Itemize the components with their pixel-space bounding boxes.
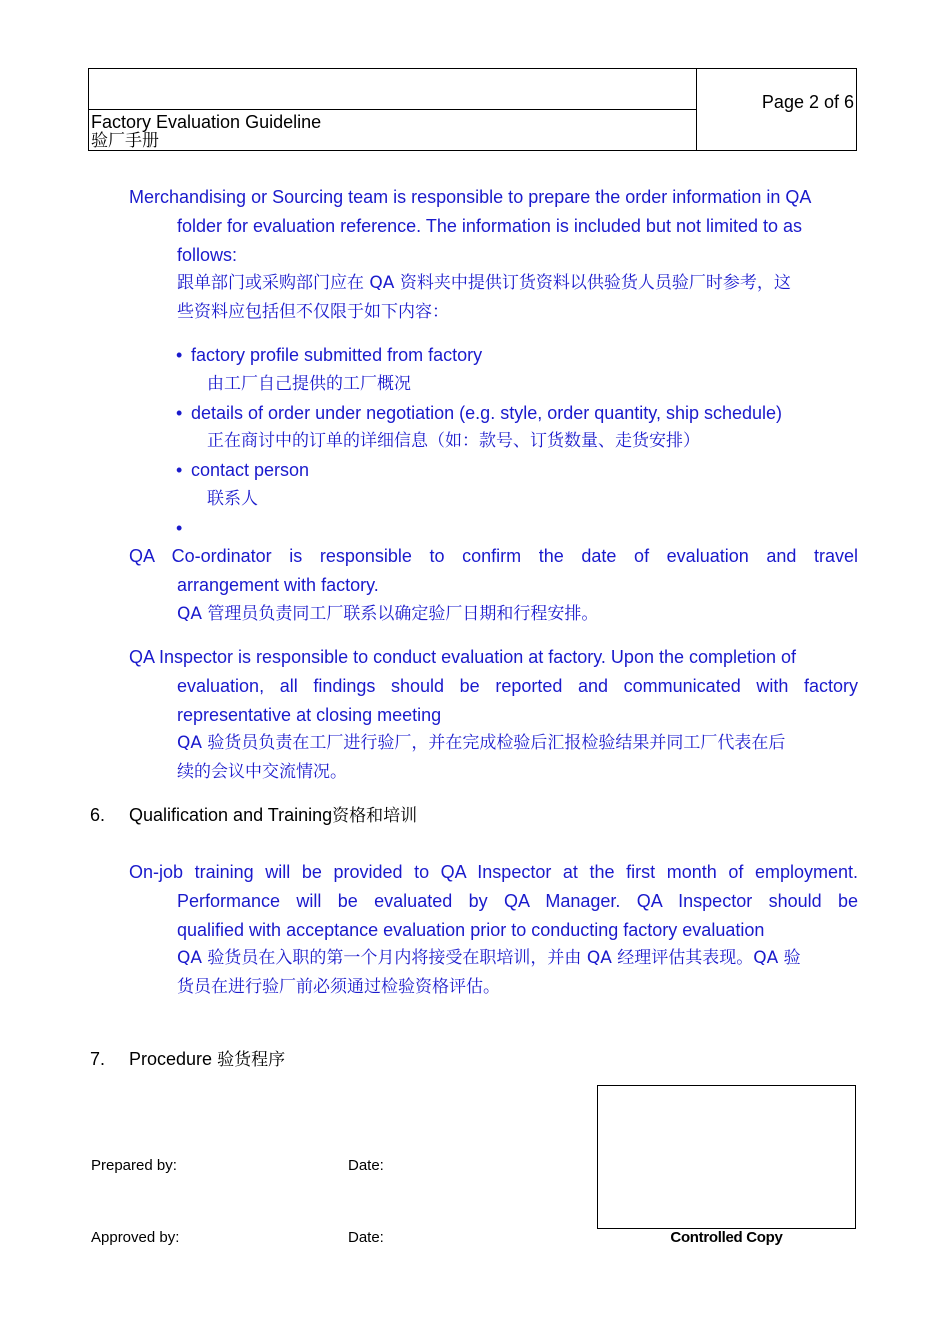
text-line-zh: 跟单部门或采购部门应在 QA 资料夹中提供订货资料以供验货人员验厂时参考，这	[177, 273, 791, 294]
merch-paragraph	[129, 183, 858, 327]
text-line-zh: 些资料应包括但不仅限于如下内容：	[177, 302, 449, 323]
approved-by-label: Approved by:	[91, 1229, 180, 1246]
text-line: qualified with acceptance evaluation prior to conducting factory evaluation	[177, 919, 765, 940]
section-6-heading	[90, 803, 417, 828]
header-box	[88, 68, 857, 151]
text-line: arrangement with factory.	[177, 574, 379, 595]
text-line: Merchandising or Sourcing team is responsible to prepare the order information in QA	[129, 187, 812, 207]
text-line: representative at closing meeting	[177, 704, 442, 725]
order-info-list	[176, 341, 856, 543]
text-line: Performance will be evaluated by QA Manager. QA Inspector should be	[177, 890, 858, 911]
bullet-icon: •	[176, 345, 183, 365]
text-line: evaluation, all findings should be reported and communicated with factory	[177, 675, 858, 696]
bullet-text: contact person	[191, 460, 310, 481]
text-line-zh: QA 验货员负责在工厂进行验厂，并在完成检验后汇报检验结果并同工厂代表在后	[177, 733, 786, 754]
bullet-icon: •	[176, 402, 183, 423]
text-line: folder for evaluation reference. The information is included but not limited to as	[177, 215, 803, 236]
bullet-icon: •	[176, 460, 183, 481]
list-item	[176, 399, 856, 457]
text-line: follows:	[177, 244, 238, 265]
section-title: Procedure	[129, 1049, 213, 1069]
bullet-text: factory profile submitted from factory	[191, 345, 483, 365]
section-title: Qualification and Training	[129, 805, 333, 825]
text-line-zh: 货员在进行验厂前必须通过检验资格评估。	[177, 977, 500, 998]
prepared-by-label: Prepared by:	[91, 1157, 177, 1174]
section-number: 6.	[90, 805, 106, 825]
list-item	[176, 341, 856, 399]
prepared-date-label: Date:	[348, 1157, 384, 1174]
page-number: Page 2 of 6	[761, 92, 854, 112]
text-line-zh: QA 管理员负责同工厂联系以确定验厂日期和行程安排。	[177, 603, 599, 624]
approved-date-label: Date:	[348, 1229, 384, 1246]
text-line: On-job training will be provided to QA Inspector at the first month of employment.	[129, 862, 858, 882]
section-7-heading	[90, 1047, 285, 1072]
bullet-text-zh: 正在商讨中的订单的详细信息（如：款号、订货数量、走货安排）	[207, 431, 700, 452]
bullet-text-zh: 联系人	[207, 488, 258, 509]
text-line-zh: QA 验货员在入职的第一个月内将接受在职培训，并由 QA 经理评估其表现。QA 验	[177, 948, 801, 969]
text-line-zh: 续的会议中交流情况。	[177, 762, 347, 783]
text-line: QA Inspector is responsible to conduct evaluation at factory. Upon the completion of	[129, 647, 797, 667]
list-item	[176, 514, 856, 543]
header-title-cell	[89, 69, 697, 150]
bullet-icon: •	[176, 517, 183, 538]
section-title-zh: 资格和培训	[332, 806, 418, 826]
doc-subtitle: 验厂手册	[91, 131, 159, 151]
section-title-zh: 验货程序	[217, 1050, 286, 1070]
header-divider	[89, 109, 696, 110]
controlled-copy-label: Controlled Copy	[670, 1229, 783, 1246]
bullet-text-zh: 由工厂自己提供的工厂概况	[207, 373, 411, 394]
inspector-paragraph	[129, 643, 858, 787]
text-line: QA Co-ordinator is responsible to confirm the date of evaluation and travel	[129, 546, 858, 566]
bullet-text: details of order under negotiation (e.g. style, order quantity, ship schedule)	[191, 402, 783, 423]
controlled-copy-stamp-box	[597, 1085, 856, 1229]
coordinator-paragraph	[129, 542, 858, 628]
list-item	[176, 456, 856, 514]
doc-title: Factory Evaluation Guideline	[91, 112, 322, 132]
training-paragraph	[129, 858, 858, 1002]
section-number: 7.	[90, 1049, 106, 1069]
